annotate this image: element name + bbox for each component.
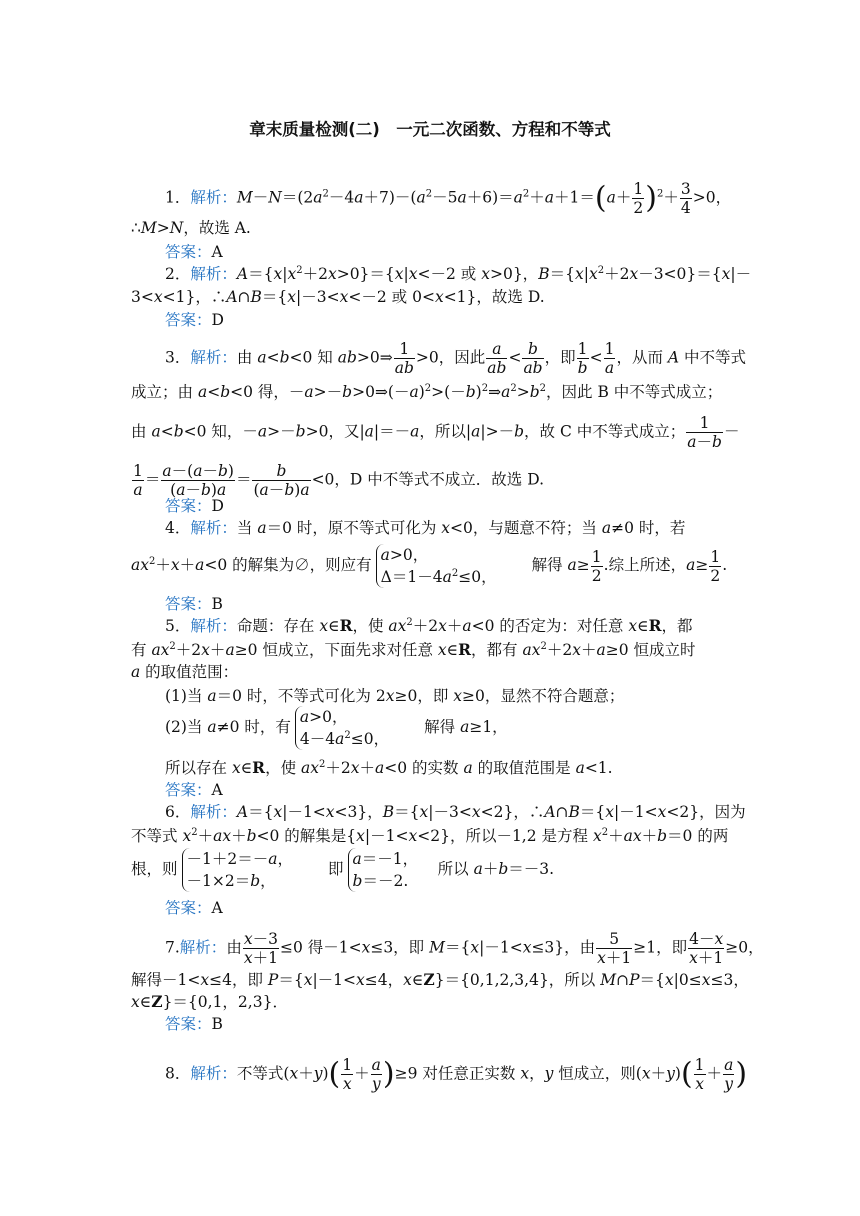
q6-answer: 答案：A xyxy=(165,899,223,917)
q7-line1: 7.解析：由 $\frac{x-3}{x+1}$ ≤0 得－1<x≤3，即 M＝{x|－1<x≤3}，由 $\frac{5}{x+1}$ ≥1，即 $\frac{4-x}{x+1}$ ≥0， xyxy=(165,930,764,967)
q5-line5: (2)当 a≠0 时，有 a>0， $4-4a^2\le 0$， 解得 a≥1， xyxy=(165,708,508,748)
page-title: 章末质量检测(二) 一元二次函数、方程和不等式 xyxy=(249,120,611,139)
q4-line2: $ax^2+x+a<0$ 的解集为∅，则应有 a>0， $\Delta=1-4a^2\le 0$， 解得 a≥ $\frac{1}{2}$ .综上所述，a≥ $\frac{1}{2}$ . xyxy=(131,546,728,586)
q5-line3: a 的取值范围： xyxy=(131,663,239,681)
q2-answer: 答案：D xyxy=(165,311,224,329)
q3-line4: $\frac{1}{a}$ ＝ $\frac{a-(a-b)}{(a-b)a}$ ＝ $\frac{b}{(a-b)a}$ <0，D 中不等式不成立．故选 D. xyxy=(133,462,544,499)
q7-answer: 答案：B xyxy=(165,1015,223,1033)
q4-line1: 4．解析：当 a＝0 时，原不等式可化为 x<0，与题意不符；当 a≠0 时，若 xyxy=(165,519,686,537)
q2-line2: 3<x<1}，∴A∩B＝{x|－3<x<－2 或 0<x<1}，故选 D. xyxy=(131,288,545,306)
q6-line1: 6．解析：A＝{x|－1<x<3}，B＝{x|－3<x<2}，∴A∩B＝{x|－1<x<2}，因为 xyxy=(165,803,746,821)
q6-line2: 不等式 $x^2+ax+b<0$ 的解集是{x|－1<x<2}，所以－1,2 是方程 $x^2+ax+b=0$ 的两 xyxy=(131,827,729,845)
q3-line3: 由 a<b<0 知，－a>－b>0，又|a|＝－a，所以|a|>－b，故 C 中不等式成立； $\frac{1}{a-b}$ － xyxy=(131,414,740,451)
q4-answer: 答案：B xyxy=(165,595,223,613)
q5-line1: 5．解析：命题：存在 x∈R，使 $ax^2+2x+a<0$ 的否定为：对任意 x∈R，都 xyxy=(165,616,693,635)
q2-line1: 2．解析：$A=\{x|x^2+2x>0\}=\{x|x<-2$ 或 x>0}，$B=\{x|x^2+2x-3<0\}=\{x|-$ xyxy=(165,265,752,283)
q5-line4: (1)当 a＝0 时，不等式可化为 2x≥0，即 x≥0，显然不符合题意； xyxy=(165,687,625,705)
q7-line2: 解得－1<x≤4，即 P＝{x|－1<x≤4，x∈Z}＝{0,1,2,3,4}，所以 M∩P＝{x|0≤x≤3， xyxy=(131,970,749,989)
q3-line2: 成立；由 a<b<0 得，$-a>-b>0\Rightarrow(-a)^2>(-b)^2\Rightarrow a^2>b^2$，因此 B 中不等式成立； xyxy=(131,383,723,401)
q6-line3: 根，则 －1＋2＝－a， －1×2＝b， 即 a＝－1， b＝－2. 所以 a＋b＝－3. xyxy=(131,850,555,890)
q7-line3: x∈Z}＝{0,1，2,3}． xyxy=(131,992,288,1011)
q3-line1: 3．解析：由 a<b<0 知 ab>0⇒ $\frac{1}{ab}$ >0，因此 $\frac{a}{ab}$ < $\frac{b}{ab}$ ，即 $\frac{1}{b}$ < $\frac{1}{a}$ ，从而 A 中不等式 xyxy=(165,340,747,377)
q5-line6: 所以存在 x∈R，使 $ax^2+2x+a<0$ 的实数 a 的取值范围是 a<1. xyxy=(165,758,613,777)
q8-line1: 8．解析：不等式(x＋y)( $\frac{1}{x}$ ＋ $\frac{a}{y}$ )≥9 对任意正实数 x，y 恒成立，则(x＋y)( $\frac{1}{x}$ ＋ $\frac{a}{y}$ ) xyxy=(165,1056,748,1093)
q1-line2: ∴M>N，故选 A. xyxy=(131,219,251,237)
q3-answer: 答案：D xyxy=(165,497,224,515)
q5-answer: 答案：A xyxy=(165,781,223,799)
q1-line1: 1．解析：$M-N=(2a^2-4a+7)-(a^2-5a+6)=a^2+a+1=(a+$ $\frac{1}{2}$ )$^2$＋ $\frac{3}{4}$ >0， xyxy=(165,180,732,217)
q5-line2: 有 $ax^2+2x+a\ge 0$ 恒成立，下面先求对任意 x∈R，都有 $ax^2+2x+a\ge 0$ 恒成立时 xyxy=(131,640,696,659)
q1-answer: 答案：A xyxy=(165,243,223,261)
